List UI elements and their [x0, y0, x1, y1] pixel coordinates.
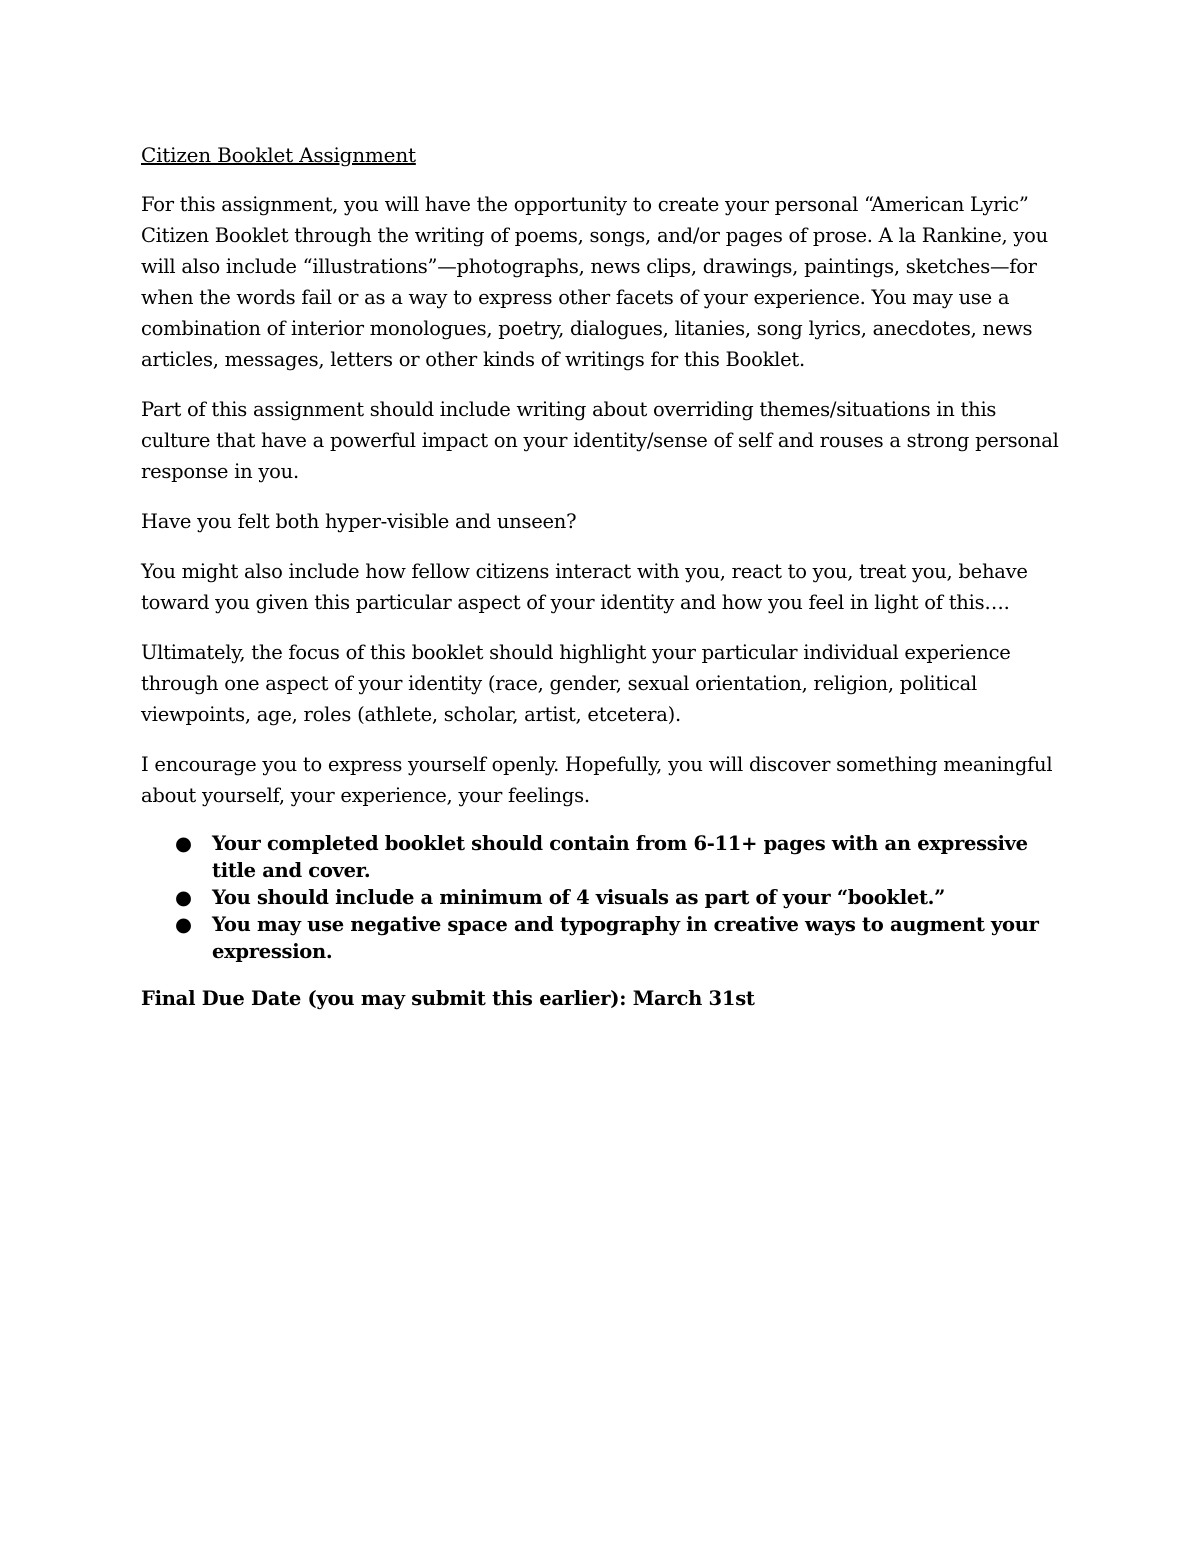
requirement-text: You should include a minimum of 4 visuals as part of your “booklet.” [212, 886, 946, 909]
focus-paragraph: Ultimately, the focus of this booklet should highlight your particular individual experience through one aspect of your identity (race, gender, sexual orientation, religion, political viewpoints, age, roles (athlete, scholar, artist, etcetera). [141, 641, 1011, 726]
requirement-text: You may use negative space and typography in creative ways to augment your expression. [212, 913, 1039, 963]
question-paragraph: Have you felt both hyper-visible and unseen? [141, 510, 577, 533]
list-item [175, 830, 1061, 884]
requirement-text: Your completed booklet should contain from 6-11+ pages with an expressive title and cover. [212, 832, 1028, 882]
requirements-list [141, 830, 1061, 965]
list-item [175, 911, 1061, 965]
encouragement-paragraph: I encourage you to express yourself openly. Hopefully, you will discover something meaningful about yourself, your experience, your feelings. [141, 753, 1053, 807]
due-date: Final Due Date (you may submit this earlier): March 31st [141, 987, 755, 1010]
bullet-icon: ● [175, 886, 192, 909]
bullet-icon: ● [175, 832, 192, 855]
themes-paragraph: Part of this assignment should include writing about overriding themes/situations in this culture that have a powerful impact on your identity/sense of self and rouses a strong personal response in you. [141, 398, 1059, 483]
document-title: Citizen Booklet Assignment [141, 143, 416, 167]
bullet-icon: ● [175, 913, 192, 936]
intro-paragraph: For this assignment, you will have the opportunity to create your personal “American Lyric” Citizen Booklet through the writing of poems, songs, and/or pages of prose. A la Rankine, you will also include “illustrations”—photographs, news clips, drawings, paintings, sketches—for when the words fail or as a way to express other facets of your experience. You may use a combination of interior monologues, poetry, dialogues, litanies, song lyrics, anecdotes, news articles, messages, letters or other kinds of writings for this Booklet. [141, 193, 1048, 371]
list-item [175, 884, 1061, 911]
document-page [141, 140, 1061, 1014]
interaction-paragraph: You might also include how fellow citizens interact with you, react to you, treat you, behave toward you given this particular aspect of your identity and how you feel in light of this…. [141, 560, 1028, 614]
